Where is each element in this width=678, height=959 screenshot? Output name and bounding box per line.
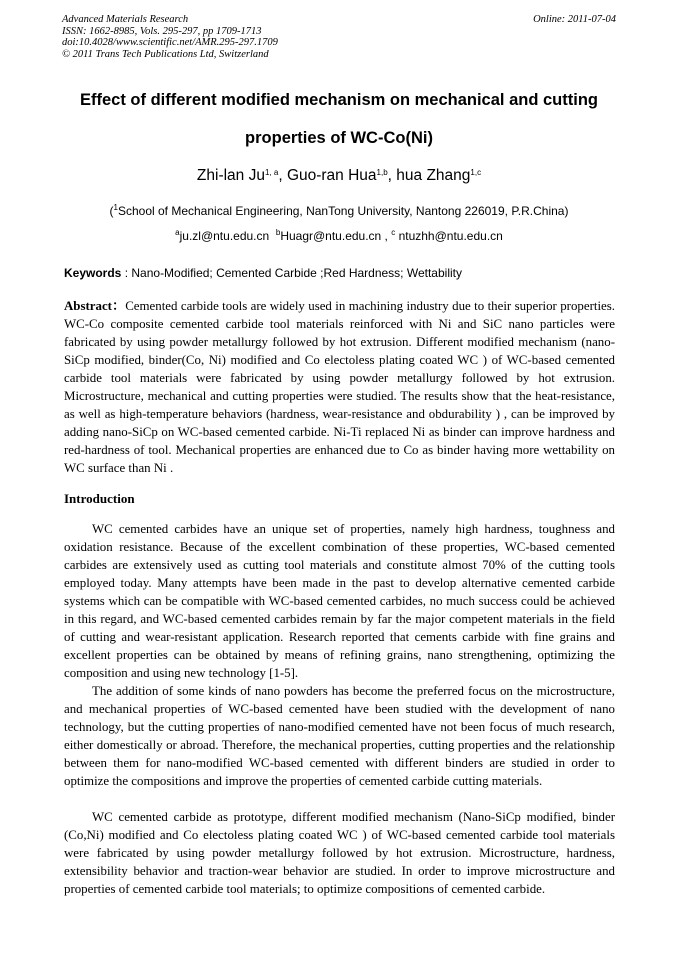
author-name: Zhi-lan Ju [196, 167, 265, 184]
author-separator: , [387, 167, 397, 184]
author-affiliation-mark: 1,b [376, 168, 388, 177]
keywords [64, 266, 616, 280]
keywords-label: Keywords [64, 266, 122, 280]
author-name: Guo-ran Hua [286, 167, 377, 184]
paper-title-line-2: properties of WC-Co(Ni) [245, 129, 433, 147]
journal-issn: ISSN: 1662-8985, Vols. 295-297, pp 1709-1713 [62, 25, 262, 37]
author-name: hua Zhang [396, 167, 471, 184]
email-mark: b [275, 228, 281, 237]
author-list [62, 167, 616, 185]
affiliation-open-paren: ( [109, 204, 114, 218]
introduction-paragraph: WC cemented carbide as prototype, different modified mechanism (Nano-SiCp modified, binder (Co,Ni) modified and Co electoless plating coated WC ) of WC-based cemented carbide tool materials were fabricated by using powder metallurgy followed by hot extrusion. Microstructure, hardness, extensibility behavior and traction-wear behavior are studied. In order to improve microstructure and properties of cemented carbide tool materials; to optimize compositions of cemented carbide. [64, 810, 615, 896]
keywords-text: Nano-Modified; Cemented Carbide ;Red Hardness; Wettability [131, 266, 462, 280]
introduction-paragraph: WC cemented carbides have an unique set of properties, namely high hardness, toughness and oxidation resistance. Because of the excellent combination of these properties, WC-based cemented carbides are extensively used as cutting tool materials and constitute almost 70% of the cutting tools employed today. Many attempts have been made in the past to develop alternative cemented carbide systems which can be compatible with WC-based cemented carbides, no much success could be achieved in this regard, and WC-based cemented carbides remain by far the major competent materials in the field of cutting and wear-resistant application. Research reported that cements carbide with fine grains and excellent properties can be obtained by means of refining grains, nano strengthening, optimizing the composition and using new technology [1-5]. [64, 522, 615, 680]
section-heading-introduction: Introduction [64, 491, 135, 506]
affiliation [62, 204, 616, 218]
author-separator: , [278, 167, 287, 184]
email-mark: c [391, 228, 396, 237]
email-link[interactable]: Huagr@ntu.edu.cn , [280, 229, 392, 243]
abstract [64, 297, 615, 477]
author-affiliation-mark: 1,c [470, 168, 482, 177]
email-list [62, 229, 616, 243]
affiliation-mark: 1 [113, 203, 118, 212]
abstract-text: Cemented carbide tools are widely used in machining industry due to their superior properties. WC-Co composite cemented carbide tool materials reinforced with Ni and SiC nano particles were fabricated by using powder metallurgy followed by hot extrusion. Different modified mechanism (nano-SiCp modified, binder(Co, Ni) modified and Co electoless plating coated WC ) of WC-based cemented carbide tool materials were fabricated by using powder metallurgy followed by hot extrusion. Microstructure, mechanical and cutting properties were studied. The results show that the heat-resistance, as well as high-temperature behaviors (hardness, wear-resistance and obdurability ) , can be improved by adding nano-SiCp on WC-based cemented carbide. Ni-Ti replaced Ni as binder can improve hardness and red-hardness of tool. Mechanical properties are enhanced due to Co as binder having more wettability on WC surface than Ni . [64, 299, 615, 475]
affiliation-text: School of Mechanical Engineering, NanTong University, Nantong 226019, P.R.China) [117, 204, 569, 218]
introduction-paragraph: The addition of some kinds of nano powders has become the preferred focus on the microstructure, and mechanical properties of WC-based cemented have been studied with the development of nano technology, but the cutting properties of nano-modified cemented have not been focus of much research, either domestically or abroad. Therefore, the mechanical properties, cutting properties and the relationship between them for nano-modified WC-based cemented with different binders are studied in order to optimize the compositions and improve the properties of cemented carbide cutting materials. [64, 684, 615, 788]
paper-title [62, 90, 616, 166]
journal-doi: doi:10.4028/www.scientific.net/AMR.295-297.1709 [62, 37, 278, 48]
email-mark: a [175, 228, 180, 237]
author-affiliation-mark: 1, a [264, 168, 279, 177]
paper-title-line-1: Effect of different modified mechanism on mechanical and cutting [80, 91, 598, 109]
journal-name: Advanced Materials Research [62, 14, 189, 25]
email-link[interactable]: ju.zl@ntu.edu.cn [179, 229, 270, 243]
online-date: Online: 2011-07-04 [533, 14, 616, 25]
journal-header [62, 14, 616, 60]
journal-copyright: © 2011 Trans Tech Publications Ltd, Switzerland [62, 48, 269, 60]
abstract-label: Abstract： [64, 299, 126, 313]
email-link[interactable]: ntuzhh@ntu.edu.cn [398, 229, 503, 243]
keywords-separator: : [121, 266, 132, 280]
